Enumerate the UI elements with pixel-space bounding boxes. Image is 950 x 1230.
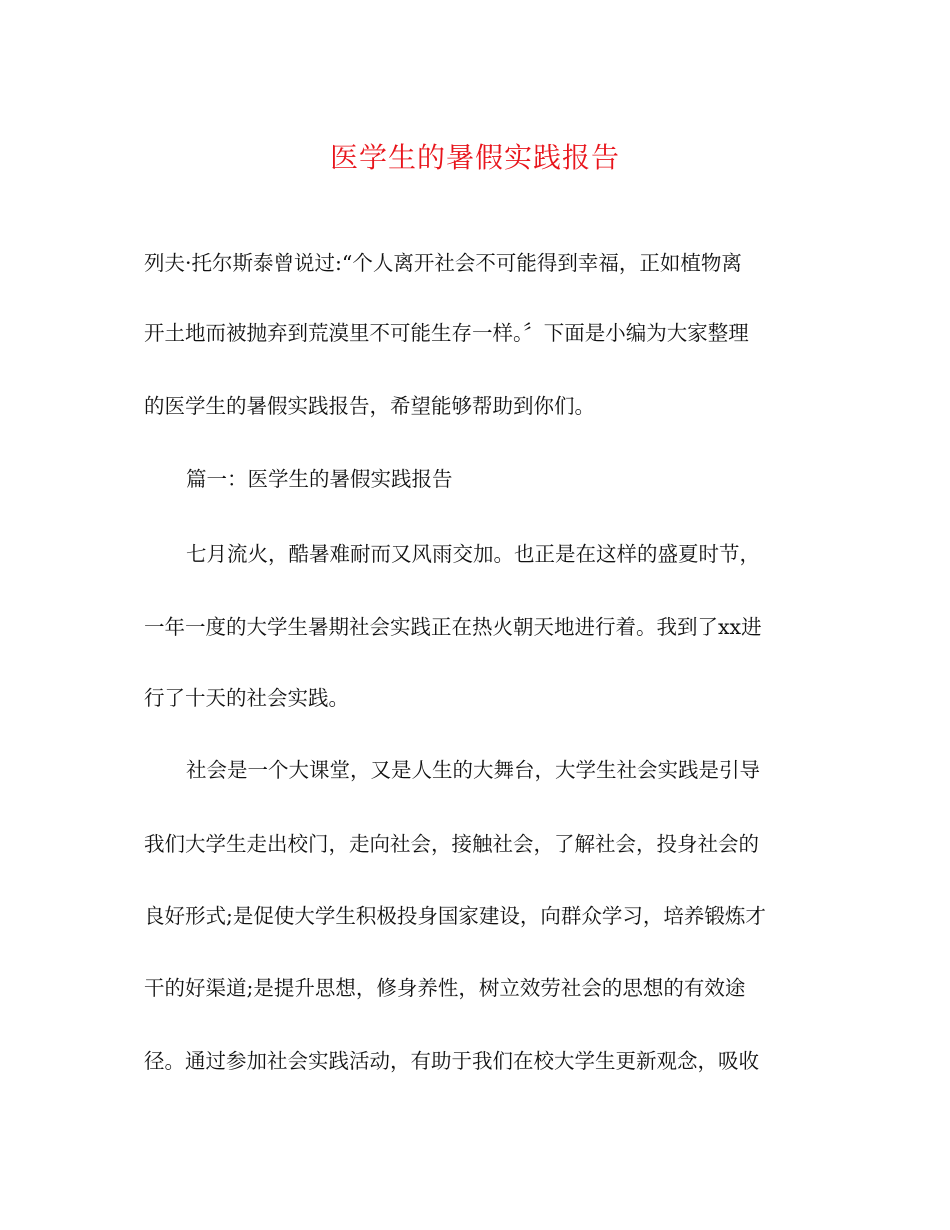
section-heading: 篇一：医学生的暑假实践报告 xyxy=(186,467,453,491)
paragraph-line: 行了十天的社会实践。 xyxy=(144,686,349,710)
paragraph-line: 开土地而被抛弃到荒漠里不可能生存一样。〞下面是小编为大家整理 xyxy=(144,321,749,345)
paragraph-line: 的医学生的暑假实践报告，希望能够帮助到你们。 xyxy=(144,394,595,418)
document-title: 医学生的暑假实践报告 xyxy=(329,141,620,174)
paragraph-line: 干的好渠道;是提升思想，修身养性，树立效劳社会的思想的有效途 xyxy=(144,976,746,1000)
paragraph-line: 列夫·托尔斯泰曾说过:“个人离开社会不可能得到幸福，正如植物离 xyxy=(144,251,742,275)
paragraph-line: 我们大学生走出校门，走向社会，接触社会，了解社会，投身社会的 xyxy=(144,832,759,856)
paragraph-line: 径。通过参加社会实践活动，有助于我们在校大学生更新观念，吸收 xyxy=(144,1049,759,1073)
paragraph-line: 社会是一个大课堂，又是人生的大舞台，大学生社会实践是引导 xyxy=(186,758,760,782)
paragraph-line: 七月流火，酷暑难耐而又风雨交加。也正是在这样的盛夏时节， xyxy=(186,542,760,566)
paragraph-line: 一年一度的大学生暑期社会实践正在热火朝天地进行着。我到了xx进 xyxy=(144,615,762,639)
paragraph-line: 良好形式;是促使大学生积极投身国家建设，向群众学习，培养锻炼才 xyxy=(144,904,766,928)
